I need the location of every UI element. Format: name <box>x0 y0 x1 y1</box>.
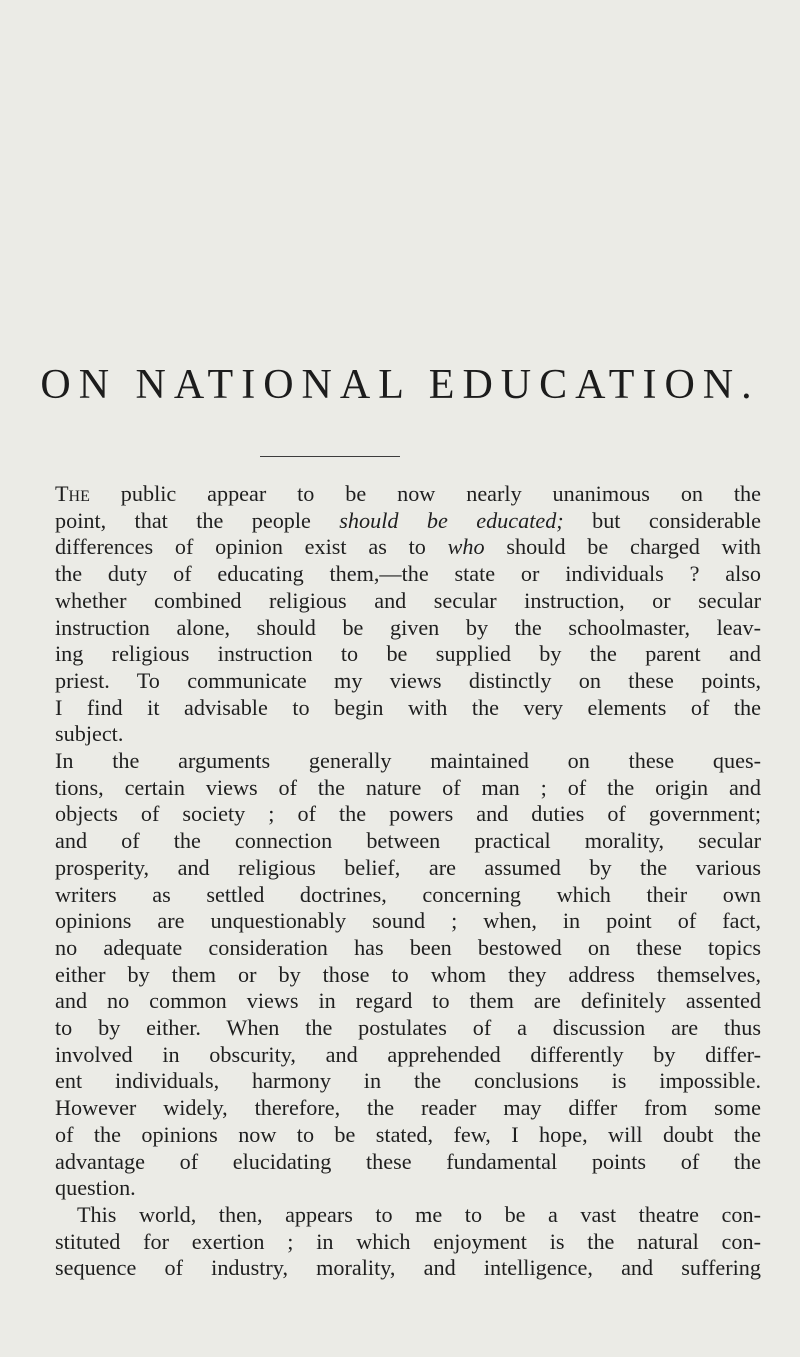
line-text: writers as settled doctrines, concerning which their own <box>55 881 761 907</box>
text-line <box>55 668 761 695</box>
title-divider <box>260 456 400 457</box>
text-line <box>55 588 761 615</box>
text-line <box>55 1042 761 1069</box>
line-text: involved in obscurity, and apprehended differently by differ- <box>55 1041 761 1067</box>
emphasis-text: who <box>447 534 485 560</box>
text-line <box>55 1122 761 1149</box>
line-text: point, that the people <box>55 507 340 533</box>
text-line <box>55 1175 761 1202</box>
text-line <box>55 855 761 882</box>
line-text: no adequate consideration has been bestowed on these topics <box>55 934 761 960</box>
line-text: and no common views in regard to them are definitely assented <box>55 988 761 1014</box>
text-line <box>55 962 761 989</box>
text-line <box>55 988 761 1015</box>
text-line <box>55 641 761 668</box>
emphasis-text: should be educated; <box>339 507 564 533</box>
line-text: differences of opinion exist as to <box>55 534 448 560</box>
line-text: stituted for exertion ; in which enjoyment is the natural con- <box>55 1228 761 1254</box>
line-text: opinions are unquestionably sound ; when, in point of fact, <box>55 908 761 934</box>
text-line <box>55 508 761 535</box>
line-text: to by either. When the postulates of a discussion are thus <box>55 1015 761 1041</box>
text-line <box>55 1255 761 1282</box>
page-title: ON NATIONAL EDUCATION. <box>40 362 760 408</box>
text-line <box>55 935 761 962</box>
text-line <box>55 534 761 561</box>
text-line <box>55 1202 761 1229</box>
line-text: and of the connection between practical morality, secular <box>55 828 761 854</box>
line-text: This world, then, appears to me to be a vast theatre con- <box>77 1201 761 1227</box>
line-text: public appear to be now nearly unanimous on the <box>89 481 761 506</box>
line-text: subject. <box>55 721 124 747</box>
text-line <box>55 695 761 722</box>
text-line <box>55 721 761 748</box>
line-text: either by them or by those to whom they address themselves, <box>55 961 761 987</box>
text-line <box>55 615 761 642</box>
line-text: ing religious instruction to be supplied by the parent and <box>55 641 761 667</box>
line-text: However widely, therefore, the reader may differ from some <box>55 1095 761 1121</box>
line-text: the duty of educating them,—the state or individuals ? also <box>55 561 761 587</box>
text-line <box>55 775 761 802</box>
line-text: In the arguments generally maintained on these ques- <box>55 748 761 774</box>
line-text: should be charged with <box>484 534 762 560</box>
text-line <box>55 561 761 588</box>
line-text: sequence of industry, morality, and intelligence, and suffering <box>55 1255 761 1281</box>
line-text: I find it advisable to begin with the very elements of the <box>55 694 761 720</box>
text-line <box>55 882 761 909</box>
text-line <box>55 1229 761 1256</box>
line-text: instruction alone, should be given by the schoolmaster, leav- <box>55 614 761 640</box>
line-text: priest. To communicate my views distinctly on these points, <box>55 667 761 693</box>
line-text: ent individuals, harmony in the conclusions is impossible. <box>55 1068 761 1094</box>
small-caps-opening: The <box>55 481 90 506</box>
line-text: tions, certain views of the nature of man ; of the origin and <box>55 774 761 800</box>
text-line <box>55 908 761 935</box>
line-text: of the opinions now to be stated, few, I hope, will doubt the <box>55 1121 761 1147</box>
text-line <box>55 1095 761 1122</box>
line-text: advantage of elucidating these fundamental points of the <box>55 1148 761 1174</box>
text-line <box>55 828 761 855</box>
line-text: objects of society ; of the powers and duties of government; <box>55 801 761 827</box>
text-line <box>55 481 761 508</box>
line-text: whether combined religious and secular instruction, or secular <box>55 587 761 613</box>
line-text: but considerable <box>563 507 761 533</box>
text-line <box>55 748 761 775</box>
text-line <box>55 801 761 828</box>
line-text: question. <box>55 1175 136 1201</box>
text-line <box>55 1015 761 1042</box>
text-line <box>55 1149 761 1176</box>
body-text <box>55 481 761 1282</box>
line-text: prosperity, and religious belief, are assumed by the various <box>55 854 761 880</box>
text-line <box>55 1068 761 1095</box>
